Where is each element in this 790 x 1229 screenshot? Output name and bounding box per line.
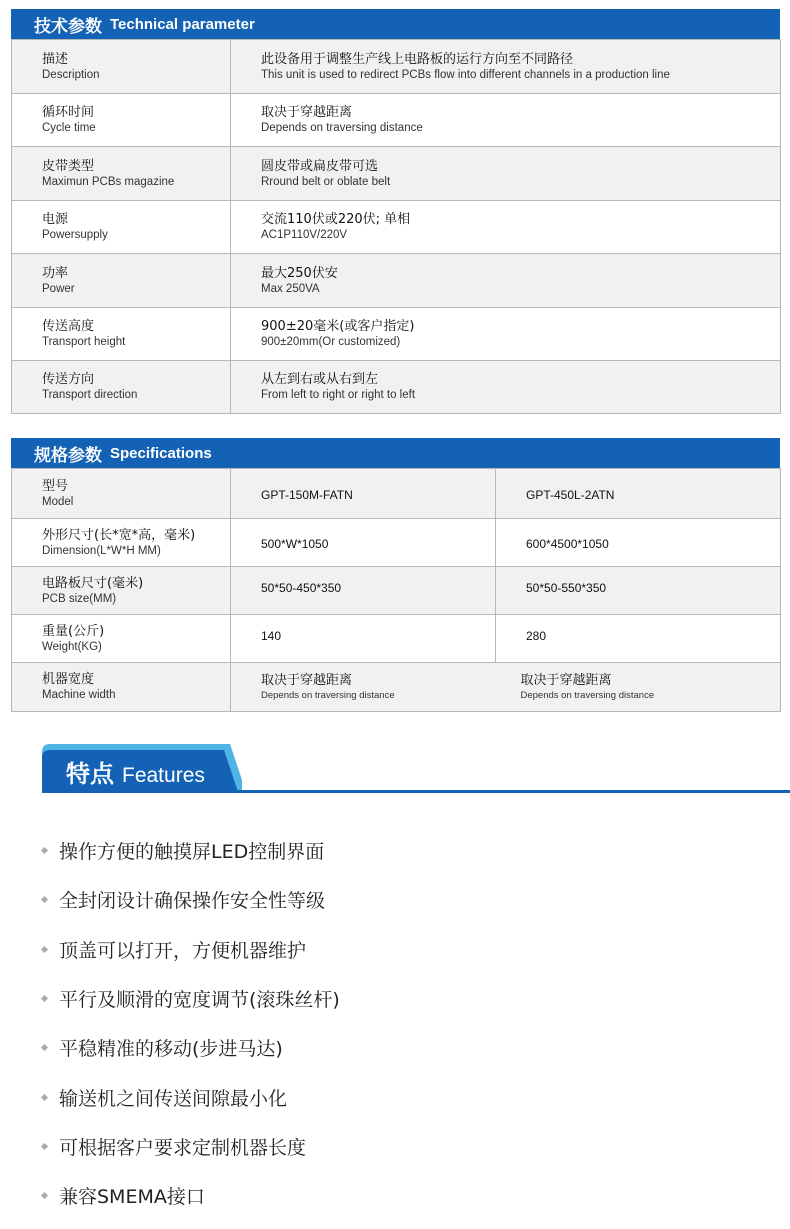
label-cn: 外形尺寸(长*宽*高，毫米)	[42, 527, 196, 543]
list-item	[40, 875, 340, 924]
label-en: Weight(KG)	[42, 640, 102, 653]
tech-label-cell	[12, 94, 231, 147]
technical-parameter-table	[11, 39, 781, 414]
diamond-bullet-icon	[41, 1143, 48, 1150]
label-cn: 循环时间	[42, 105, 95, 120]
spec-label-cell	[12, 519, 231, 567]
list-item	[40, 1072, 340, 1121]
value-cn: 最大250伏安	[261, 265, 338, 281]
table-row	[12, 663, 781, 712]
label-cn: 传送高度	[42, 319, 95, 334]
section-title-en: Specifications	[110, 444, 212, 462]
tech-value-cell	[231, 40, 781, 94]
table-row	[12, 308, 781, 361]
table-row	[12, 147, 781, 201]
spec-value-cell	[231, 567, 496, 615]
label-cn: 描述	[42, 51, 69, 67]
features-list	[40, 826, 340, 1220]
value-cn: 900±20毫米(或客户指定)	[261, 319, 415, 334]
pcb-size-value-1: 50*50-450*350	[261, 581, 342, 595]
spec-value-cell	[496, 567, 781, 615]
label-cn: 机器宽度	[42, 672, 95, 687]
value-en: AC1P110V/220V	[261, 229, 348, 241]
spec-value-cell	[496, 519, 781, 567]
tech-value-cell	[231, 147, 781, 201]
diamond-bullet-icon	[41, 946, 48, 953]
section-title-en: Technical parameter	[110, 15, 255, 33]
label-cn: 功率	[42, 265, 69, 281]
dimension-value-1: 500*W*1050	[261, 537, 329, 551]
tech-label-cell	[12, 40, 231, 94]
tech-value-cell	[231, 308, 781, 361]
table-row	[12, 361, 781, 414]
value-en: This unit is used to redirect PCBs flow into different channels in a production line	[261, 68, 670, 81]
label-cn: 重量(公斤)	[42, 623, 105, 639]
model-value-2: GPT-450L-2ATN	[526, 488, 615, 502]
features-title-cn: 特点	[66, 760, 114, 788]
diamond-bullet-icon	[41, 896, 48, 903]
tech-label-cell	[12, 254, 231, 308]
value-cn: 取决于穿越距离	[520, 673, 612, 688]
features-underline	[42, 790, 790, 793]
value-en: Depends on traversing distance	[520, 690, 655, 701]
spec-label-cell	[12, 469, 231, 519]
value-en: From left to right or right to left	[261, 389, 416, 401]
specifications-table	[11, 468, 781, 712]
spec-label-cell	[12, 663, 231, 712]
diamond-bullet-icon	[41, 1044, 48, 1051]
feature-text: 顶盖可以打开，方便机器维护	[59, 939, 307, 962]
features-title	[66, 754, 205, 789]
tech-label-cell	[12, 201, 231, 254]
list-item	[40, 1023, 340, 1072]
feature-text: 可根据客户要求定制机器长度	[59, 1136, 307, 1159]
label-en: Maximun PCBs magazine	[42, 175, 175, 188]
label-en: Dimension(L*W*H MM)	[42, 544, 161, 557]
spec-value-cell	[496, 615, 781, 663]
label-en: Machine width	[42, 689, 116, 701]
spec-value-cell	[231, 519, 496, 567]
label-cn: 电源	[42, 212, 69, 227]
feature-text: 兼容SMEMA接口	[59, 1186, 205, 1209]
feature-text: 平稳精准的移动(步进马达)	[59, 1038, 283, 1061]
tech-value-cell	[231, 94, 781, 147]
spec-label-cell	[12, 567, 231, 615]
table-row	[12, 94, 781, 147]
list-item	[40, 925, 340, 974]
tech-value-cell	[231, 201, 781, 254]
table-row	[12, 567, 781, 615]
diamond-bullet-icon	[41, 995, 48, 1002]
table-row	[12, 519, 781, 567]
spec-value-cell	[231, 469, 496, 519]
model-value-1: GPT-150M-FATN	[261, 488, 353, 502]
label-cn: 传送方向	[42, 372, 95, 387]
label-en: Power	[42, 282, 75, 295]
table-row	[12, 254, 781, 308]
label-en: Transport height	[42, 336, 126, 348]
dimension-value-2: 600*4500*1050	[526, 537, 609, 551]
feature-text: 全封闭设计确保操作安全性等级	[59, 890, 326, 913]
section-title-cn: 规格参数	[34, 445, 102, 466]
value-en: Depends on traversing distance	[261, 690, 395, 701]
features-title-en: Features	[122, 764, 205, 787]
spec-value-cell	[496, 469, 781, 519]
value-cn: 取决于穿越距离	[261, 105, 353, 120]
weight-value-1: 140	[261, 629, 282, 643]
value-en: 900±20mm(Or customized)	[261, 336, 401, 348]
value-cn: 此设备用于调整生产线上电路板的运行方向至不同路径	[261, 51, 574, 67]
value-cn: 从左到右或从右到左	[261, 372, 379, 387]
tech-value-cell	[231, 361, 781, 414]
spec-value-cell	[231, 615, 496, 663]
list-item	[40, 1122, 340, 1171]
label-en: Model	[42, 495, 74, 508]
value-en: Max 250VA	[261, 282, 320, 295]
list-item	[40, 974, 340, 1023]
machine-width-value-cell	[231, 663, 781, 712]
label-en: Description	[42, 68, 100, 81]
specifications-header	[11, 438, 780, 468]
tech-label-cell	[12, 308, 231, 361]
label-en: PCB size(MM)	[42, 592, 117, 605]
feature-text: 输送机之间传送间隙最小化	[59, 1087, 288, 1110]
value-cn: 圆皮带或扁皮带可选	[261, 158, 379, 174]
value-en: Depends on traversing distance	[261, 122, 423, 134]
value-cn: 取决于穿越距离	[261, 673, 353, 688]
tech-label-cell	[12, 147, 231, 201]
feature-text: 平行及顺滑的宽度调节(滚珠丝杆)	[59, 989, 340, 1012]
value-en: Rround belt or oblate belt	[261, 175, 391, 188]
list-item	[40, 1171, 340, 1220]
table-row	[12, 201, 781, 254]
value-cn: 交流110伏或220伏; 单相	[261, 212, 411, 227]
table-row	[12, 615, 781, 663]
label-en: Transport direction	[42, 389, 138, 401]
pcb-size-value-2: 50*50-550*350	[526, 581, 607, 595]
list-item	[40, 826, 340, 875]
machine-width-value-2	[521, 672, 781, 702]
table-row	[12, 40, 781, 94]
diamond-bullet-icon	[41, 1094, 48, 1101]
label-cn: 皮带类型	[42, 158, 95, 174]
diamond-bullet-icon	[41, 1192, 48, 1199]
label-en: Powersupply	[42, 229, 108, 241]
weight-value-2: 280	[526, 629, 547, 643]
feature-text: 操作方便的触摸屏LED控制界面	[59, 841, 325, 864]
label-cn: 型号	[42, 478, 69, 494]
machine-width-value-1	[261, 672, 521, 702]
diamond-bullet-icon	[41, 847, 48, 854]
table-row	[12, 469, 781, 519]
tech-label-cell	[12, 361, 231, 414]
tech-value-cell	[231, 254, 781, 308]
label-cn: 电路板尺寸(毫米)	[42, 575, 144, 591]
spec-label-cell	[12, 615, 231, 663]
label-en: Cycle time	[42, 122, 96, 134]
specifications-section	[11, 438, 780, 712]
technical-parameter-section	[11, 9, 780, 414]
technical-parameter-header	[11, 9, 780, 39]
section-title-cn: 技术参数	[34, 16, 102, 37]
